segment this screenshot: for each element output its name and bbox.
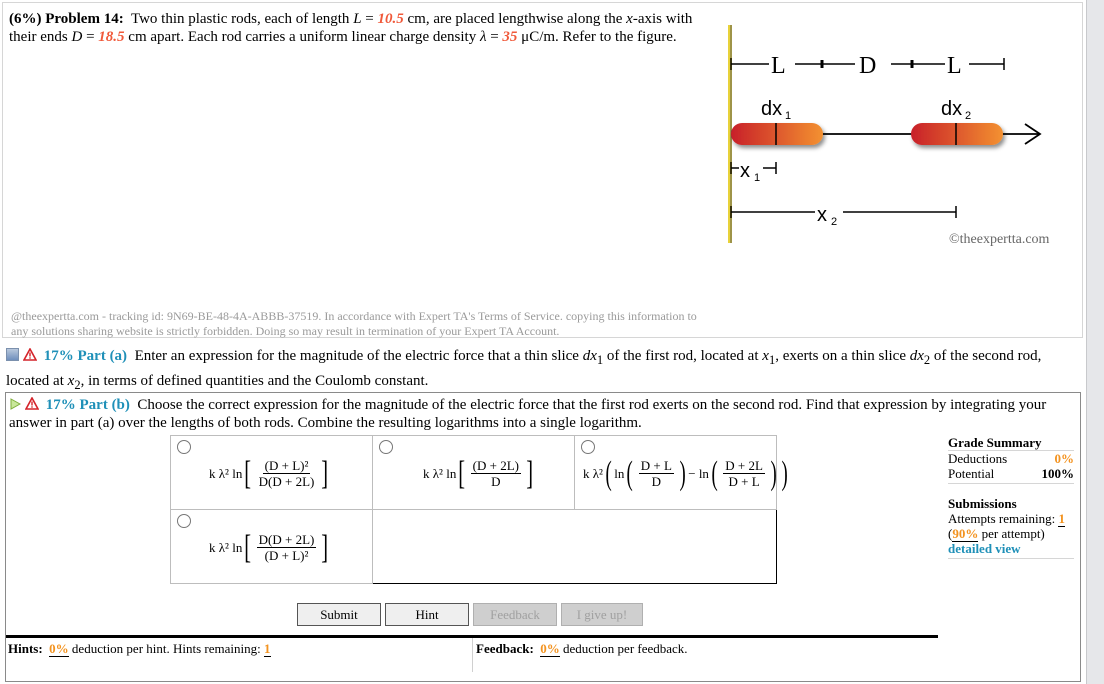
rod-1 — [731, 123, 823, 145]
rods-figure — [719, 11, 1079, 261]
problem-text-5: μC/m. Refer to the figure. — [517, 29, 677, 45]
svg-text:dx: dx — [761, 98, 783, 120]
part-b-title: 17% Part (b) — [45, 397, 130, 413]
problem-text-4: cm apart. Each rod carries a uniform linear charge density — [124, 29, 480, 45]
choice-1-expression: k λ² ln [ $\frac{\text{(D + L)²}}{D(D + 2L)}$ ] — [209, 454, 329, 492]
feedback-button[interactable]: Feedback — [473, 603, 557, 626]
figure-copyright: ©theexpertta.com — [949, 232, 1050, 247]
part-b-text: Choose the correct expression for the magnitude of the electric force that the first rod exerts on the second rod. Find that expression by integrating your answer in part (a) over the lengths of both rods. Combine the resulting logarithms into a single logarithm. — [9, 397, 1047, 431]
rod-2 — [911, 123, 1003, 145]
svg-text:dx: dx — [941, 98, 963, 120]
choice-4-expression: k λ² ln [ $\frac{D(D + 2L)}{\text{(D + L)²}}$ ] — [209, 528, 329, 566]
choice-3[interactable] — [575, 436, 789, 510]
choice-2-expression: k λ² ln [ $\frac{(D + 2L)}{D}$ ] — [423, 454, 534, 492]
lambda-symbol: λ — [479, 29, 487, 45]
potential-row — [948, 466, 1074, 484]
collapsed-square-icon[interactable] — [6, 348, 19, 361]
choice-3-expression: k λ² ( ln ( $\frac{D + L}{D}$ ) − ln ( $\frac{D + 2L}{D + L}$ ) ) — [583, 454, 789, 492]
attempts-remaining: Attempts remaining: 1 — [948, 511, 1065, 526]
dx2: dx — [909, 348, 924, 364]
grade-summary-title: Grade Summary — [948, 435, 1074, 451]
feedback-info: Feedback: 0% deduction per feedback. — [472, 638, 938, 672]
empty-choice-cell — [373, 510, 777, 584]
svg-text:D: D — [859, 53, 877, 79]
problem-label: Problem 14: — [45, 11, 124, 27]
hint-deduction-value: 0% — [49, 641, 69, 656]
x-symbol: x — [626, 11, 633, 27]
svg-text:1: 1 — [754, 172, 761, 184]
part-a-text-5: , in terms of defined quantities and the Coulomb constant. — [80, 373, 429, 389]
equals: = — [361, 11, 378, 27]
answer-choices — [170, 435, 789, 584]
deductions-value: 0% — [1054, 451, 1074, 466]
L-symbol: L — [353, 11, 362, 27]
D-value: 18.5 — [98, 29, 125, 45]
hints-remaining-value: 1 — [264, 641, 271, 656]
svg-text:2: 2 — [831, 216, 838, 228]
part-b-header — [6, 393, 1080, 432]
grade-summary — [948, 435, 1074, 559]
L-value: 10.5 — [377, 11, 404, 27]
part-a-text-1: Enter an expression for the magnitude of the electric force that a thin slice — [134, 348, 583, 364]
per-attempt: (90% per attempt) — [948, 526, 1045, 541]
part-a-text-3: , exerts on a thin slice — [775, 348, 910, 364]
problem-statement-box — [2, 2, 1083, 338]
tracking-notice: @theexpertta.com - tracking id: 9N69-BE-48-4A-ABBB-37519. In accordance with Expert TA's Terms of Service. copying this information to any solutions sharing website is strictly forbidden. Doing so may result in termination of your Expert TA Account. — [11, 309, 697, 338]
feedback-deduction-value: 0% — [540, 641, 560, 656]
hints-info: Hints: 0% deduction per hint. Hints remaining: 1 — [8, 641, 271, 656]
submissions-title: Submissions — [948, 496, 1017, 511]
give-up-button[interactable]: I give up! — [561, 603, 643, 626]
dx2-sub: 2 — [923, 353, 931, 367]
hints-feedback-bar — [6, 635, 938, 672]
svg-text:x: x — [740, 160, 750, 182]
choice-3-radio[interactable] — [581, 440, 595, 454]
lambda-value: 35 — [502, 29, 518, 45]
deductions-label: Deductions — [948, 451, 1008, 466]
D-symbol: D — [71, 29, 83, 45]
potential-value: 100% — [1041, 466, 1074, 481]
problem-text-2: cm, are placed lengthwise along the — [403, 11, 627, 27]
problem-text-1: Two thin plastic rods, each of length — [130, 11, 354, 27]
problem-weight: (6%) — [9, 11, 42, 27]
part-b — [5, 392, 1081, 682]
choice-2[interactable] — [373, 436, 575, 510]
potential-label: Potential — [948, 466, 995, 481]
svg-text:x: x — [817, 204, 827, 226]
warning-icon — [23, 348, 37, 361]
part-a-text-2: of the first rod, located at — [603, 348, 763, 364]
deductions-row — [948, 451, 1074, 466]
x2-sub: 2 — [74, 378, 81, 392]
attempts-value: 1 — [1058, 511, 1065, 526]
choice-4[interactable] — [171, 510, 373, 584]
choice-2-radio[interactable] — [379, 440, 393, 454]
svg-text:L: L — [947, 53, 962, 79]
part-a-title[interactable]: 17% Part (a) — [43, 348, 128, 364]
equals: = — [82, 29, 99, 45]
problem-text-3: -axis with their ends — [9, 11, 693, 45]
dx1: dx — [582, 348, 597, 364]
svg-text:L: L — [771, 53, 786, 79]
problem-statement — [9, 10, 709, 46]
x2: x — [67, 373, 75, 389]
svg-text:2: 2 — [965, 110, 972, 122]
submit-button[interactable]: Submit — [297, 603, 381, 626]
x1-sub: 1 — [768, 353, 776, 367]
choice-1-radio[interactable] — [177, 440, 191, 454]
svg-text:1: 1 — [785, 110, 792, 122]
dx1-sub: 1 — [596, 353, 604, 367]
choice-1[interactable] — [171, 436, 373, 510]
part-a-text-4: of the second rod, located at — [6, 348, 1042, 389]
choice-4-radio[interactable] — [177, 514, 191, 528]
warning-icon — [25, 397, 39, 410]
x1: x — [762, 348, 769, 364]
per-attempt-value: 90% — [952, 526, 979, 541]
action-buttons — [297, 603, 643, 626]
vertical-scrollbar[interactable] — [1086, 0, 1104, 684]
hint-button[interactable]: Hint — [385, 603, 469, 626]
equals: = — [486, 29, 503, 45]
expand-triangle-icon[interactable] — [9, 398, 21, 410]
detailed-view-link[interactable]: detailed view — [948, 541, 1021, 556]
part-a[interactable] — [2, 346, 1083, 396]
